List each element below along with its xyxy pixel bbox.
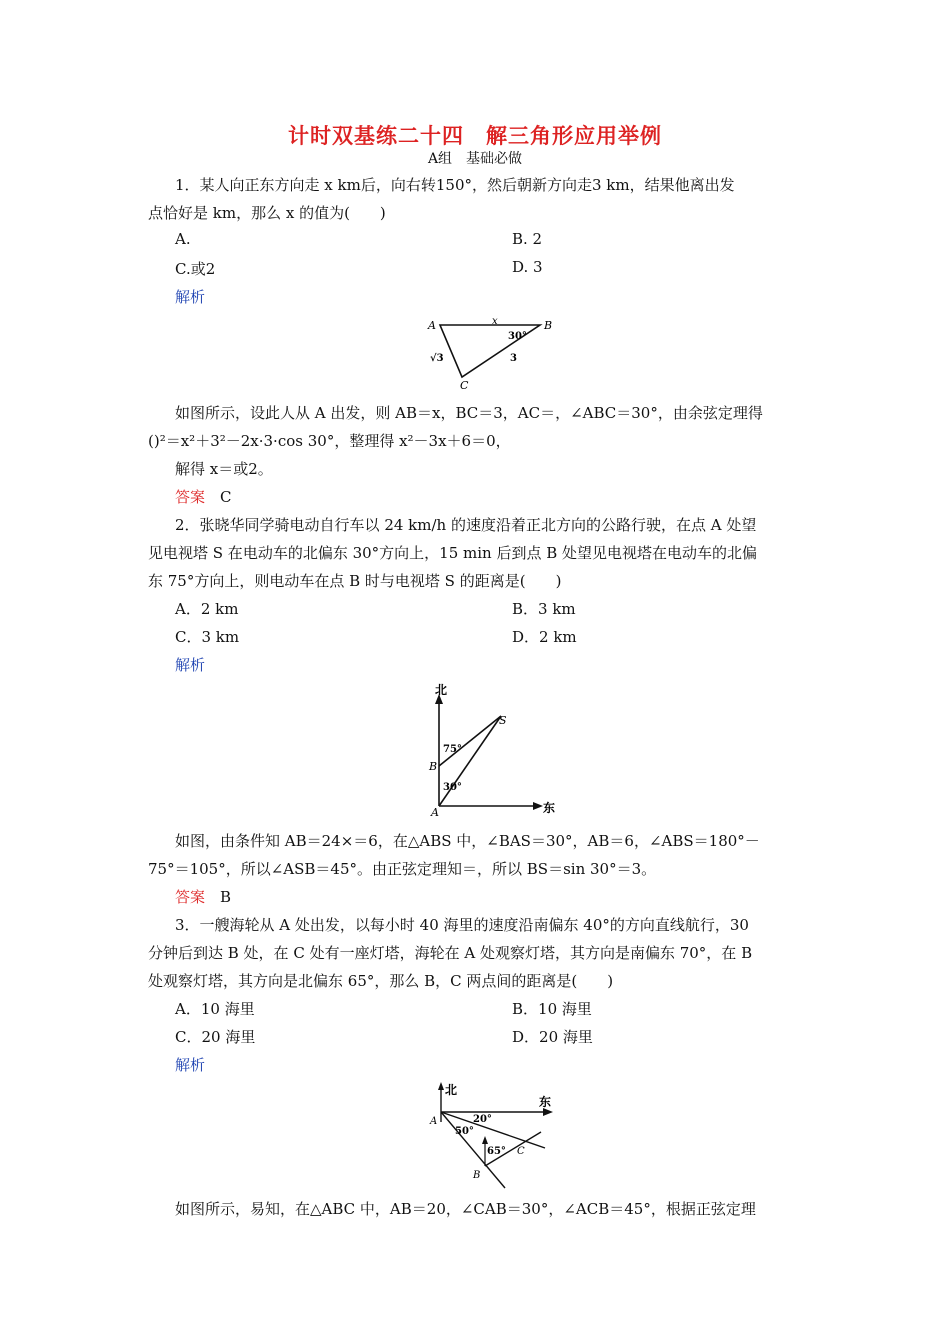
q1-option-a: A. (175, 230, 191, 248)
q1-label-c: C (460, 379, 469, 392)
q1-label-x: x (492, 316, 498, 327)
q2-option-d: D．2 km (512, 628, 577, 646)
q3-label-b: B (473, 1170, 481, 1181)
q3-label-east: 东 (539, 1095, 552, 1109)
q2-label-b: B (429, 760, 438, 773)
q3-label-c: C (517, 1146, 525, 1157)
q3-label-20: 20° (473, 1114, 492, 1125)
q2-answer-label: 答案 (175, 888, 206, 906)
q3-label-north: 北 (445, 1083, 458, 1097)
q2-bearing-figure (425, 682, 560, 820)
q2-label-east: 东 (543, 801, 556, 815)
q1-line-1: 1．某人向正东方向走 x km后，向右转150°，然后朝新方向走3 km，结果他离出发 (175, 176, 735, 194)
q2-option-c: C．3 km (175, 628, 240, 646)
q1-analysis-label: 解析 (175, 288, 206, 306)
q3-line-1: 3．一艘海轮从 A 处出发，以每小时 40 海里的速度沿南偏东 40°的方向直线航行，30 (175, 916, 749, 934)
q1-option-c: C.或2 (175, 260, 216, 278)
q1-label-a: A (428, 319, 436, 332)
q3-solution-1: 如图所示，易知，在△ABC 中，AB＝20，∠CAB＝30°，∠ACB＝45°，根据正弦定理 (175, 1200, 756, 1218)
q3-option-b: B．10 海里 (512, 1000, 592, 1018)
q1-line-2: 点恰好是 km，那么 x 的值为( ) (148, 204, 386, 222)
q2-solution-2: 75°＝105°，所以∠ASB＝45°。由正弦定理知＝，所以 BS＝sin 30°＝3。 (148, 860, 657, 878)
q1-label-b: B (544, 319, 553, 332)
q2-label-a: A (431, 806, 439, 819)
q2-answer-line (175, 886, 231, 907)
q3-line-3: 处观察灯塔，其方向是北偏东 65°，那么 B，C 两点间的距离是( ) (148, 972, 614, 990)
q2-label-s: S (499, 714, 507, 727)
q1-solution-2: ()²＝x²＋3²－2x·3·cos 30°，整理得 x²－3x＋6＝0， (148, 432, 511, 450)
q1-solution-1: 如图所示，设此人从 A 出发，则 AB＝x，BC＝3，AC＝，∠ABC＝30°，由余弦定理得 (175, 404, 763, 422)
q3-analysis-label: 解析 (175, 1056, 206, 1074)
q1-label-ac: √3 (430, 353, 444, 364)
q2-line-2: 见电视塔 S 在电动车的北偏东 30°方向上，15 min 后到点 B 处望见电视塔在电动车的北偏 (148, 544, 758, 562)
q1-answer-value: C (220, 488, 232, 506)
q1-label-angle: 30° (508, 331, 527, 342)
q2-solution-1: 如图，由条件知 AB＝24×＝6，在△ABS 中，∠BAS＝30°，AB＝6，∠ABS＝180°－ (175, 832, 760, 850)
q2-option-a: A．2 km (175, 600, 239, 618)
q1-answer-label: 答案 (175, 488, 206, 506)
q1-triangle-figure (420, 315, 570, 393)
q3-option-d: D．20 海里 (512, 1028, 593, 1046)
q1-answer-line (175, 486, 232, 507)
q3-line-2: 分钟后到达 B 处，在 C 处有一座灯塔，海轮在 A 处观察灯塔，其方向是南偏东 70°，在 B (148, 944, 753, 962)
q3-option-c: C．20 海里 (175, 1028, 256, 1046)
q2-option-b: B．3 km (512, 600, 576, 618)
q3-bearing-figure (425, 1082, 560, 1192)
q3-label-50: 50° (455, 1126, 474, 1137)
q3-label-65: 65° (487, 1146, 506, 1157)
q3-option-a: A．10 海里 (175, 1000, 255, 1018)
q1-label-bc: 3 (510, 353, 517, 364)
q2-analysis-label: 解析 (175, 656, 206, 674)
page-title: 计时双基练二十四 解三角形应用举例 (288, 124, 662, 148)
q1-option-d: D. 3 (512, 258, 543, 276)
q2-line-3: 东 75°方向上，则电动车在点 B 时与电视塔 S 的距离是( ) (148, 572, 562, 590)
q2-label-30: 30° (443, 782, 462, 793)
q3-label-a: A (430, 1116, 438, 1127)
q2-label-75: 75° (443, 744, 462, 755)
q2-answer-value: B (220, 888, 232, 906)
q1-solution-3: 解得 x＝或2。 (175, 460, 273, 478)
q2-line-1: 2．张晓华同学骑电动自行车以 24 km/h 的速度沿着正北方向的公路行驶，在点 A 处望 (175, 516, 757, 534)
q2-label-north: 北 (435, 683, 448, 697)
section-subtitle: A组 基础必做 (427, 151, 523, 167)
q1-option-b: B. 2 (512, 230, 543, 248)
